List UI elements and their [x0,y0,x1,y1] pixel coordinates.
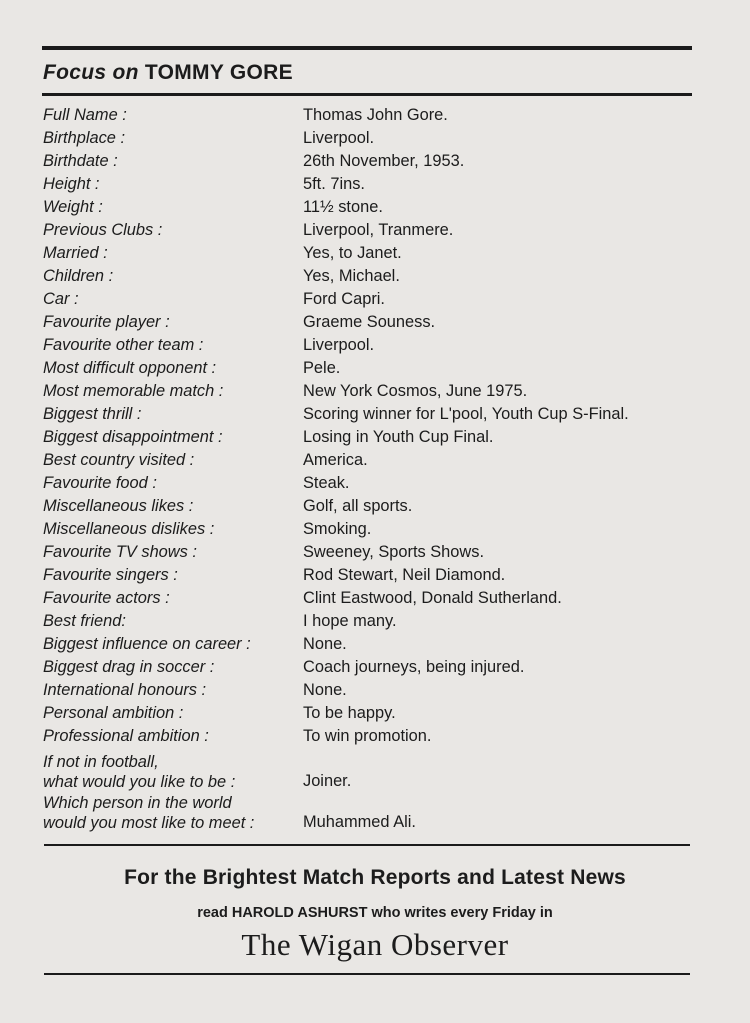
profile-value: Yes, to Janet. [303,244,402,262]
profile-label: Favourite other team : [43,336,204,354]
profile-label: Best friend: [43,612,126,630]
profile-value: 26th November, 1953. [303,152,465,170]
newspaper-name: The Wigan Observer [241,927,509,962]
profile-row [0,497,750,521]
profile-value: Liverpool. [303,129,375,147]
profile-label: Car : [43,290,79,308]
profile-row [0,543,750,567]
profile-row [0,566,750,590]
profile-label: Previous Clubs : [43,221,163,239]
footer-headline: For the Brightest Match Reports and Latest News [124,866,626,889]
profile-row [0,359,750,383]
profile-value: Clint Eastwood, Donald Sutherland. [303,589,562,607]
profile-row [0,382,750,406]
profile-value: Pele. [303,359,341,377]
profile-value: America. [303,451,368,469]
profile-label: Height : [43,175,100,193]
profile-label: Best country visited : [43,451,195,469]
profile-row [0,221,750,245]
profile-value: Rod Stewart, Neil Diamond. [303,566,506,584]
profile-label: Miscellaneous likes : [43,497,194,515]
profile-label: Married : [43,244,108,262]
profile-label: Weight : [43,198,103,216]
profile-value: Liverpool, Tranmere. [303,221,454,239]
profile-row [0,704,750,728]
profile-value: Graeme Souness. [303,313,436,331]
profile-value: Yes, Michael. [303,267,400,285]
profile-row [0,175,750,199]
profile-value: 5ft. 7ins. [303,175,365,193]
profile-label [43,793,254,833]
profile-label: Miscellaneous dislikes : [43,520,215,538]
title-prefix: Focus on [43,61,139,84]
profile-row [0,405,750,429]
top-rule [42,46,692,50]
title-name: TOMMY GORE [144,61,293,84]
profile-row [0,612,750,636]
profile-row [0,313,750,337]
profile-label: Favourite singers : [43,566,178,584]
profile-value: 11½ stone. [303,198,383,216]
profile-row [0,290,750,314]
profile-value: To be happy. [303,704,396,722]
profile-value: Coach journeys, being injured. [303,658,525,676]
profile-row [0,198,750,222]
profile-row [0,752,750,791]
profile-label: Most difficult opponent : [43,359,217,377]
profile-label: Biggest thrill : [43,405,142,423]
profile-value: Steak. [303,474,350,492]
profile-row [0,152,750,176]
profile-row [0,129,750,153]
footer-subline: read HAROLD ASHURST who writes every Friday in [197,905,553,921]
profile-row [0,681,750,705]
profile-label: Favourite food : [43,474,157,492]
footer-bottom-rule [44,973,690,975]
profile-label: Biggest influence on career : [43,635,251,653]
profile-row [0,727,750,751]
profile-row [0,428,750,452]
profile-label: Biggest disappointment : [43,428,223,446]
page-title [43,61,293,85]
profile-value: Muhammed Ali. [303,813,416,831]
profile-value: I hope many. [303,612,397,630]
profile-value: Smoking. [303,520,372,538]
profile-label-line: would you most like to meet : [43,814,255,832]
profile-row [0,589,750,613]
profile-row [0,520,750,544]
profile-row [0,106,750,130]
profile-row [0,451,750,475]
profile-value: Thomas John Gore. [303,106,448,124]
profile-row [0,474,750,498]
profile-label: Favourite actors : [43,589,170,607]
profile-value: Liverpool. [303,336,375,354]
profile-label: Most memorable match : [43,382,224,400]
profile-label: Personal ambition : [43,704,184,722]
profile-value: Losing in Youth Cup Final. [303,428,494,446]
profile-value: Golf, all sports. [303,497,413,515]
profile-label-line: If not in football, [43,753,159,771]
profile-value: None. [303,681,347,699]
profile-row [0,267,750,291]
profile-label: Birthplace : [43,129,125,147]
profile-row [0,635,750,659]
profile-value: To win promotion. [303,727,432,745]
profile-label: Full Name : [43,106,127,124]
profile-label-line: what would you like to be : [43,773,236,791]
profile-row [0,658,750,682]
profile-value: None. [303,635,347,653]
profile-value: Joiner. [303,772,352,790]
title-rule [42,93,692,96]
profile-label: Birthdate : [43,152,118,170]
profile-label: Children : [43,267,114,285]
profile-value: New York Cosmos, June 1975. [303,382,528,400]
footer-top-rule [44,844,690,846]
profile-value: Ford Capri. [303,290,385,308]
profile-row [0,244,750,268]
profile-label: International honours : [43,681,207,699]
profile-label: Professional ambition : [43,727,209,745]
profile-label: Favourite player : [43,313,170,331]
profile-label-line: Which person in the world [43,794,232,812]
profile-value: Sweeney, Sports Shows. [303,543,484,561]
profile-row [0,793,750,832]
profile-label [43,752,235,792]
profile-row [0,336,750,360]
profile-value: Scoring winner for L'pool, Youth Cup S-Final. [303,405,629,423]
profile-label: Biggest drag in soccer : [43,658,215,676]
profile-label: Favourite TV shows : [43,543,197,561]
